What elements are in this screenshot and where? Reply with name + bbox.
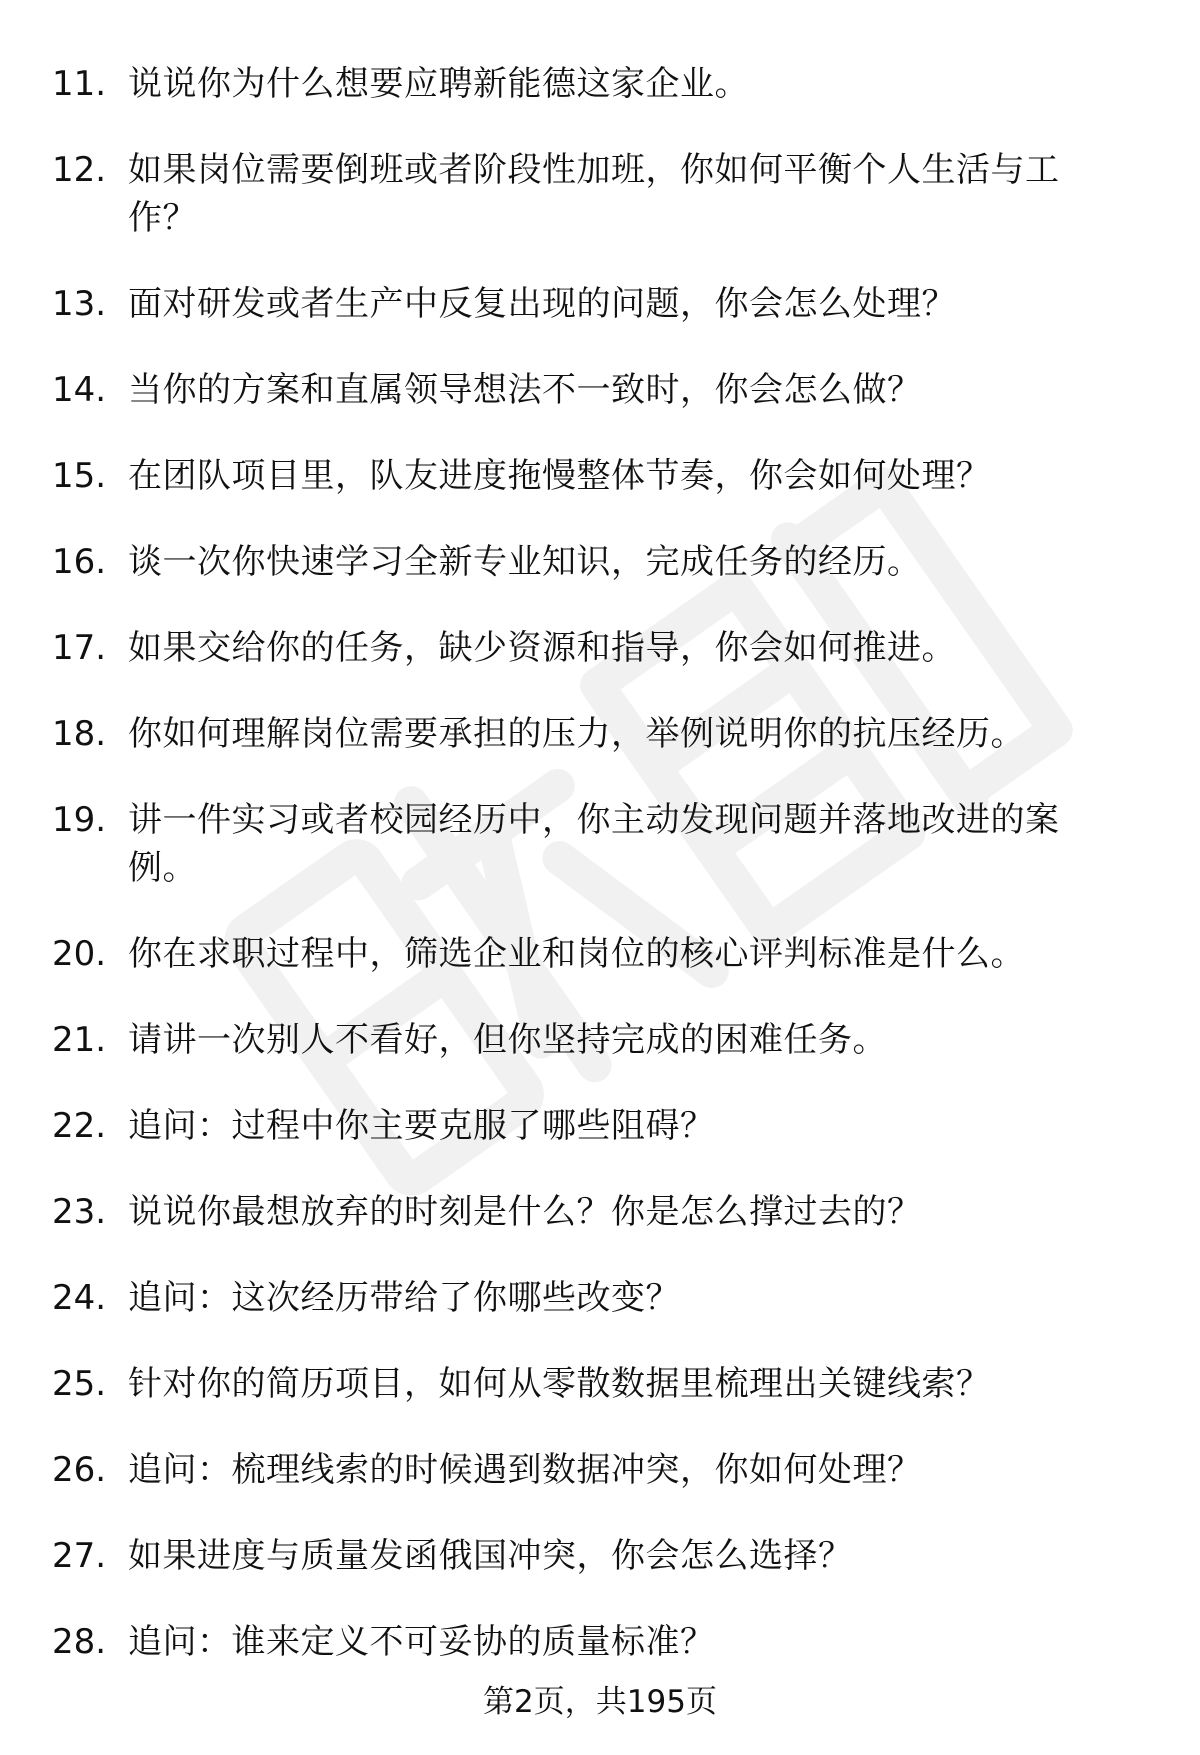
question-text: 追问：谁来定义不可妥协的质量标准？ xyxy=(128,1622,715,1662)
question-number: 19. xyxy=(52,800,107,840)
question-number: 15. xyxy=(52,456,107,496)
question-list xyxy=(0,60,1200,1704)
question-number: 28. xyxy=(52,1622,107,1662)
question-text: 追问：过程中你主要克服了哪些阻碍？ xyxy=(128,1106,715,1146)
question-text: 谈一次你快速学习全新专业知识，完成任务的经历。 xyxy=(128,542,922,582)
question-text: 请讲一次别人不看好，但你坚持完成的困难任务。 xyxy=(128,1020,887,1060)
question-text: 你在求职过程中，筛选企业和岗位的核心评判标准是什么。 xyxy=(128,934,1025,974)
question-number: 23. xyxy=(52,1192,107,1232)
question-number: 13. xyxy=(52,284,107,324)
question-number: 12. xyxy=(52,150,107,190)
question-item xyxy=(0,1102,1200,1150)
question-text: 你如何理解岗位需要承担的压力，举例说明你的抗压经历。 xyxy=(128,714,1025,754)
question-item xyxy=(0,146,1200,242)
question-text: 当你的方案和直属领导想法不一致时，你会怎么做？ xyxy=(128,370,922,410)
question-text: 讲一件实习或者校园经历中，你主动发现问题并落地改进的案例。 xyxy=(128,800,1060,888)
question-text: 追问：梳理线索的时候遇到数据冲突，你如何处理？ xyxy=(128,1450,922,1490)
question-text: 如果岗位需要倒班或者阶段性加班，你如何平衡个人生活与工作？ xyxy=(128,150,1060,238)
question-number: 18. xyxy=(52,714,107,754)
question-text: 在团队项目里，队友进度拖慢整体节奏，你会如何处理？ xyxy=(128,456,991,496)
question-item xyxy=(0,710,1200,758)
page-footer: 第2页，共195页 xyxy=(483,1684,717,1720)
question-text: 面对研发或者生产中反复出现的问题，你会怎么处理？ xyxy=(128,284,956,324)
question-number: 27. xyxy=(52,1536,107,1576)
question-item xyxy=(0,452,1200,500)
question-item xyxy=(0,1360,1200,1408)
question-number: 20. xyxy=(52,934,107,974)
question-item xyxy=(0,1532,1200,1580)
question-item xyxy=(0,1188,1200,1236)
question-item xyxy=(0,624,1200,672)
question-number: 24. xyxy=(52,1278,107,1318)
question-item xyxy=(0,280,1200,328)
question-text: 追问：这次经历带给了你哪些改变？ xyxy=(128,1278,680,1318)
question-number: 17. xyxy=(52,628,107,668)
question-item xyxy=(0,1618,1200,1666)
question-text: 说说你最想放弃的时刻是什么？你是怎么撑过去的？ xyxy=(128,1192,922,1232)
question-item xyxy=(0,538,1200,586)
question-item xyxy=(0,1274,1200,1322)
question-number: 11. xyxy=(52,64,107,104)
question-text: 针对你的简历项目，如何从零散数据里梳理出关键线索？ xyxy=(128,1364,991,1404)
question-number: 26. xyxy=(52,1450,107,1490)
question-item xyxy=(0,930,1200,978)
question-text: 如果交给你的任务，缺少资源和指导，你会如何推进。 xyxy=(128,628,956,668)
question-item xyxy=(0,1446,1200,1494)
question-number: 21. xyxy=(52,1020,107,1060)
question-number: 16. xyxy=(52,542,107,582)
question-number: 25. xyxy=(52,1364,107,1404)
question-item xyxy=(0,60,1200,108)
question-text: 说说你为什么想要应聘新能德这家企业。 xyxy=(128,64,749,104)
question-item xyxy=(0,366,1200,414)
question-number: 14. xyxy=(52,370,107,410)
question-item xyxy=(0,796,1200,892)
question-number: 22. xyxy=(52,1106,107,1146)
question-item xyxy=(0,1016,1200,1064)
question-text: 如果进度与质量发函俄国冲突，你会怎么选择？ xyxy=(128,1536,853,1576)
